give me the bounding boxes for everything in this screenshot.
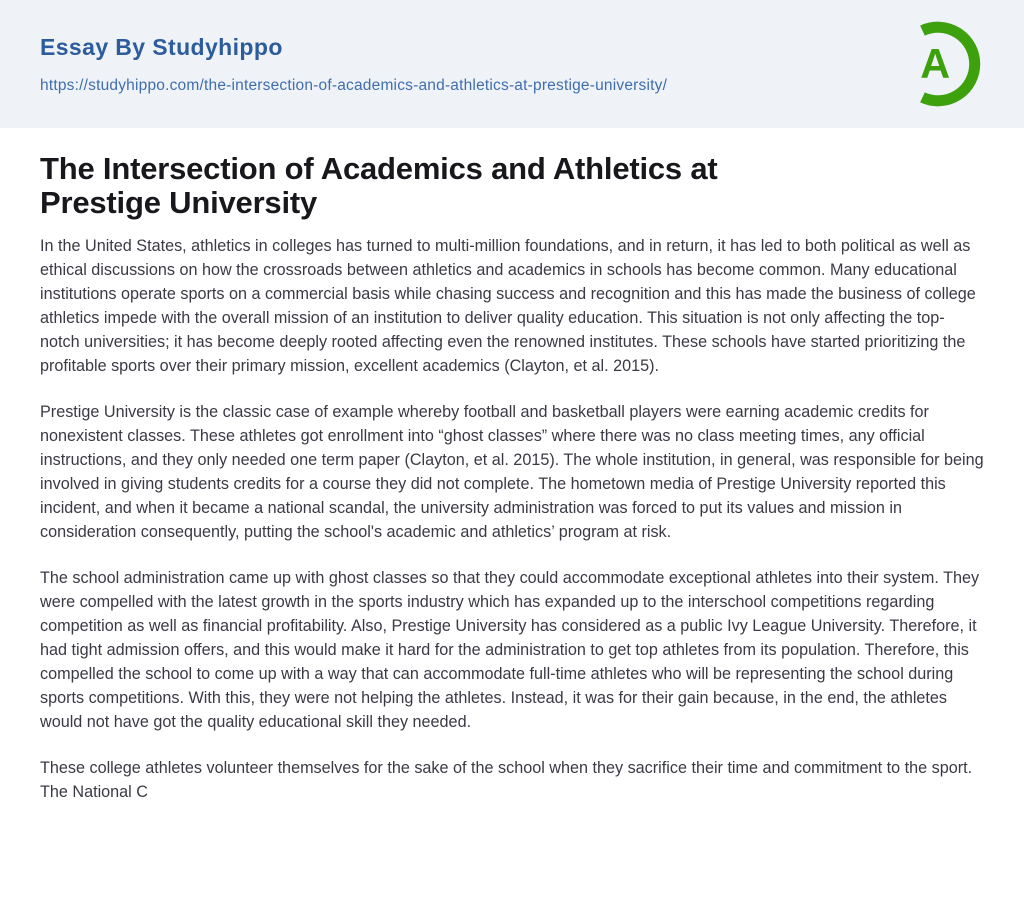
banner-title: Essay By Studyhippo (40, 33, 283, 60)
essay-paragraph-3: The school administration came up with ghost classes so that they could accommodate exceptional athletes into their system. They were compelled with the latest growth in the sports industry which has expanded up to the interschool competitions regarding competition as well as financial profitability. Also, Prestige University has considered as a public Ivy League University. Therefore, it had tight admission offers, and this would make it hard for the administration to get top athletes from its population. Therefore, this compelled the school to come up with a way that can accommodate full-time athletes who will be representing the school during sports competitions. With this, they were not helping the athletes. Instead, it was for their gain because, in the end, the athletes would not have got the quality educational skill they needed. (40, 569, 980, 731)
essay-paragraph-4: These college athletes volunteer themselves for the sake of the school when they sacrifice their time and commitment to the sport. The National C (40, 759, 973, 801)
essay-title-line1: The Intersection of Academics and Athletics at (40, 151, 718, 186)
studyhippo-logo-icon (892, 18, 984, 110)
essay-paragraph-2: Prestige University is the classic case of example whereby football and basketball players were earning academic credits for nonexistent classes. These athletes got enrollment into “ghost classes” where there was no class meeting times, any official instructions, and they only needed one term paper (Clayton, et al. 2015). The whole institution, in general, was responsible for being involved in giving students credits for a course they did not complete. The hometown media of Prestige University reported this incident, and when it became a national scandal, the university administration was forced to put its values and mission in consideration consequently, putting the school's academic and athletics’ program at risk. (40, 403, 984, 541)
essay-title (40, 152, 984, 220)
essay-paragraph-1: In the United States, athletics in colleges has turned to multi-million foundations, and in return, it has led to both political as well as ethical discussions on how the crossroads between athletics and academics in schools has become common. Many educational institutions operate sports on a commercial basis while chasing success and recognition and this has made the business of college athletics impede with the overall mission of an institution to deliver quality education. This situation is not only affecting the top-notch universities; it has become deeply rooted affecting even the renowned institutes. These schools have started prioritizing the profitable sports over their primary mission, excellent academics (Clayton, et al. 2015). (40, 237, 976, 375)
essay-content (0, 128, 1024, 804)
source-url-link[interactable]: https://studyhippo.com/the-intersection-of-academics-and-athletics-at-prestige-university/ (40, 76, 668, 94)
logo-letter: A (920, 40, 951, 87)
source-banner (0, 0, 1024, 128)
essay-title-line2: Prestige University (40, 185, 318, 220)
banner-text-block (40, 34, 667, 95)
